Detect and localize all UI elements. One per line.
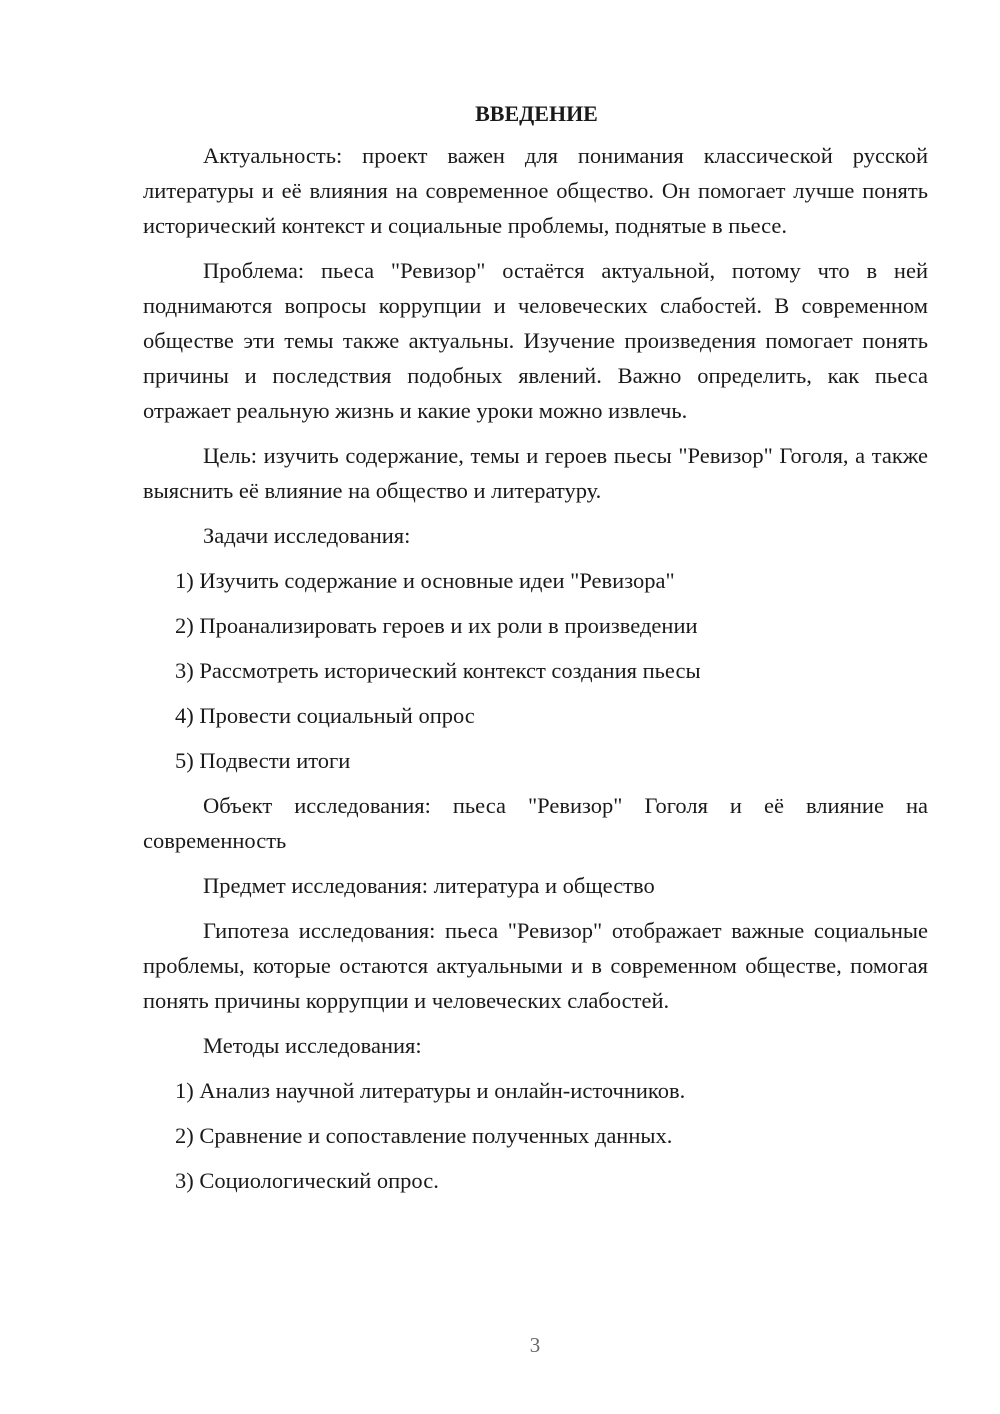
task-item: 4) Провести социальный опрос (175, 703, 475, 728)
methods-heading: Методы исследования: (203, 1033, 422, 1058)
problem-paragraph: Проблема: пьеса "Ревизор" остаётся актуальной, потому что в ней поднимаются вопросы коррупции и человеческих слабостей. В современном обществе эти темы также актуальны. Изучение произведения помогает понять причины и последствия подобных явлений. Важно определить, как пьеса отражает реальную жизнь и какие уроки можно извлечь. (143, 258, 928, 423)
object-paragraph: Объект исследования: пьеса "Ревизор" Гоголя и её влияние на современность (143, 793, 928, 853)
tasks-list (143, 563, 928, 778)
task-item: 1) Изучить содержание и основные идеи "Ревизора" (175, 568, 675, 593)
subject-paragraph: Предмет исследования: литература и общество (203, 873, 655, 898)
methods-list (143, 1073, 928, 1198)
task-item: 2) Проанализировать героев и их роли в произведении (175, 613, 698, 638)
page-content (143, 96, 928, 1208)
page-number: 3 (529, 1333, 541, 1357)
goal-paragraph: Цель: изучить содержание, темы и героев пьесы "Ревизор" Гоголя, а также выяснить её влияние на общество и литературу. (143, 443, 928, 503)
task-item: 5) Подвести итоги (175, 748, 351, 773)
hypothesis-paragraph: Гипотеза исследования: пьеса "Ревизор" отображает важные социальные проблемы, которые остаются актуальными и в современном обществе, помогая понять причины коррупции и человеческих слабостей. (143, 918, 928, 1013)
method-item: 1) Анализ научной литературы и онлайн-источников. (175, 1078, 686, 1103)
method-item: 3) Социологический опрос. (175, 1168, 439, 1193)
method-item: 2) Сравнение и сопоставление полученных данных. (175, 1123, 673, 1148)
task-item: 3) Рассмотреть исторический контекст создания пьесы (175, 658, 701, 683)
relevance-paragraph: Актуальность: проект важен для понимания классической русской литературы и её влияния на современное общество. Он помогает лучше понять исторический контекст и социальные проблемы, поднятые в пьесе. (143, 143, 928, 238)
tasks-heading: Задачи исследования: (203, 523, 411, 548)
section-title: ВВЕДЕНИЕ (475, 101, 598, 126)
